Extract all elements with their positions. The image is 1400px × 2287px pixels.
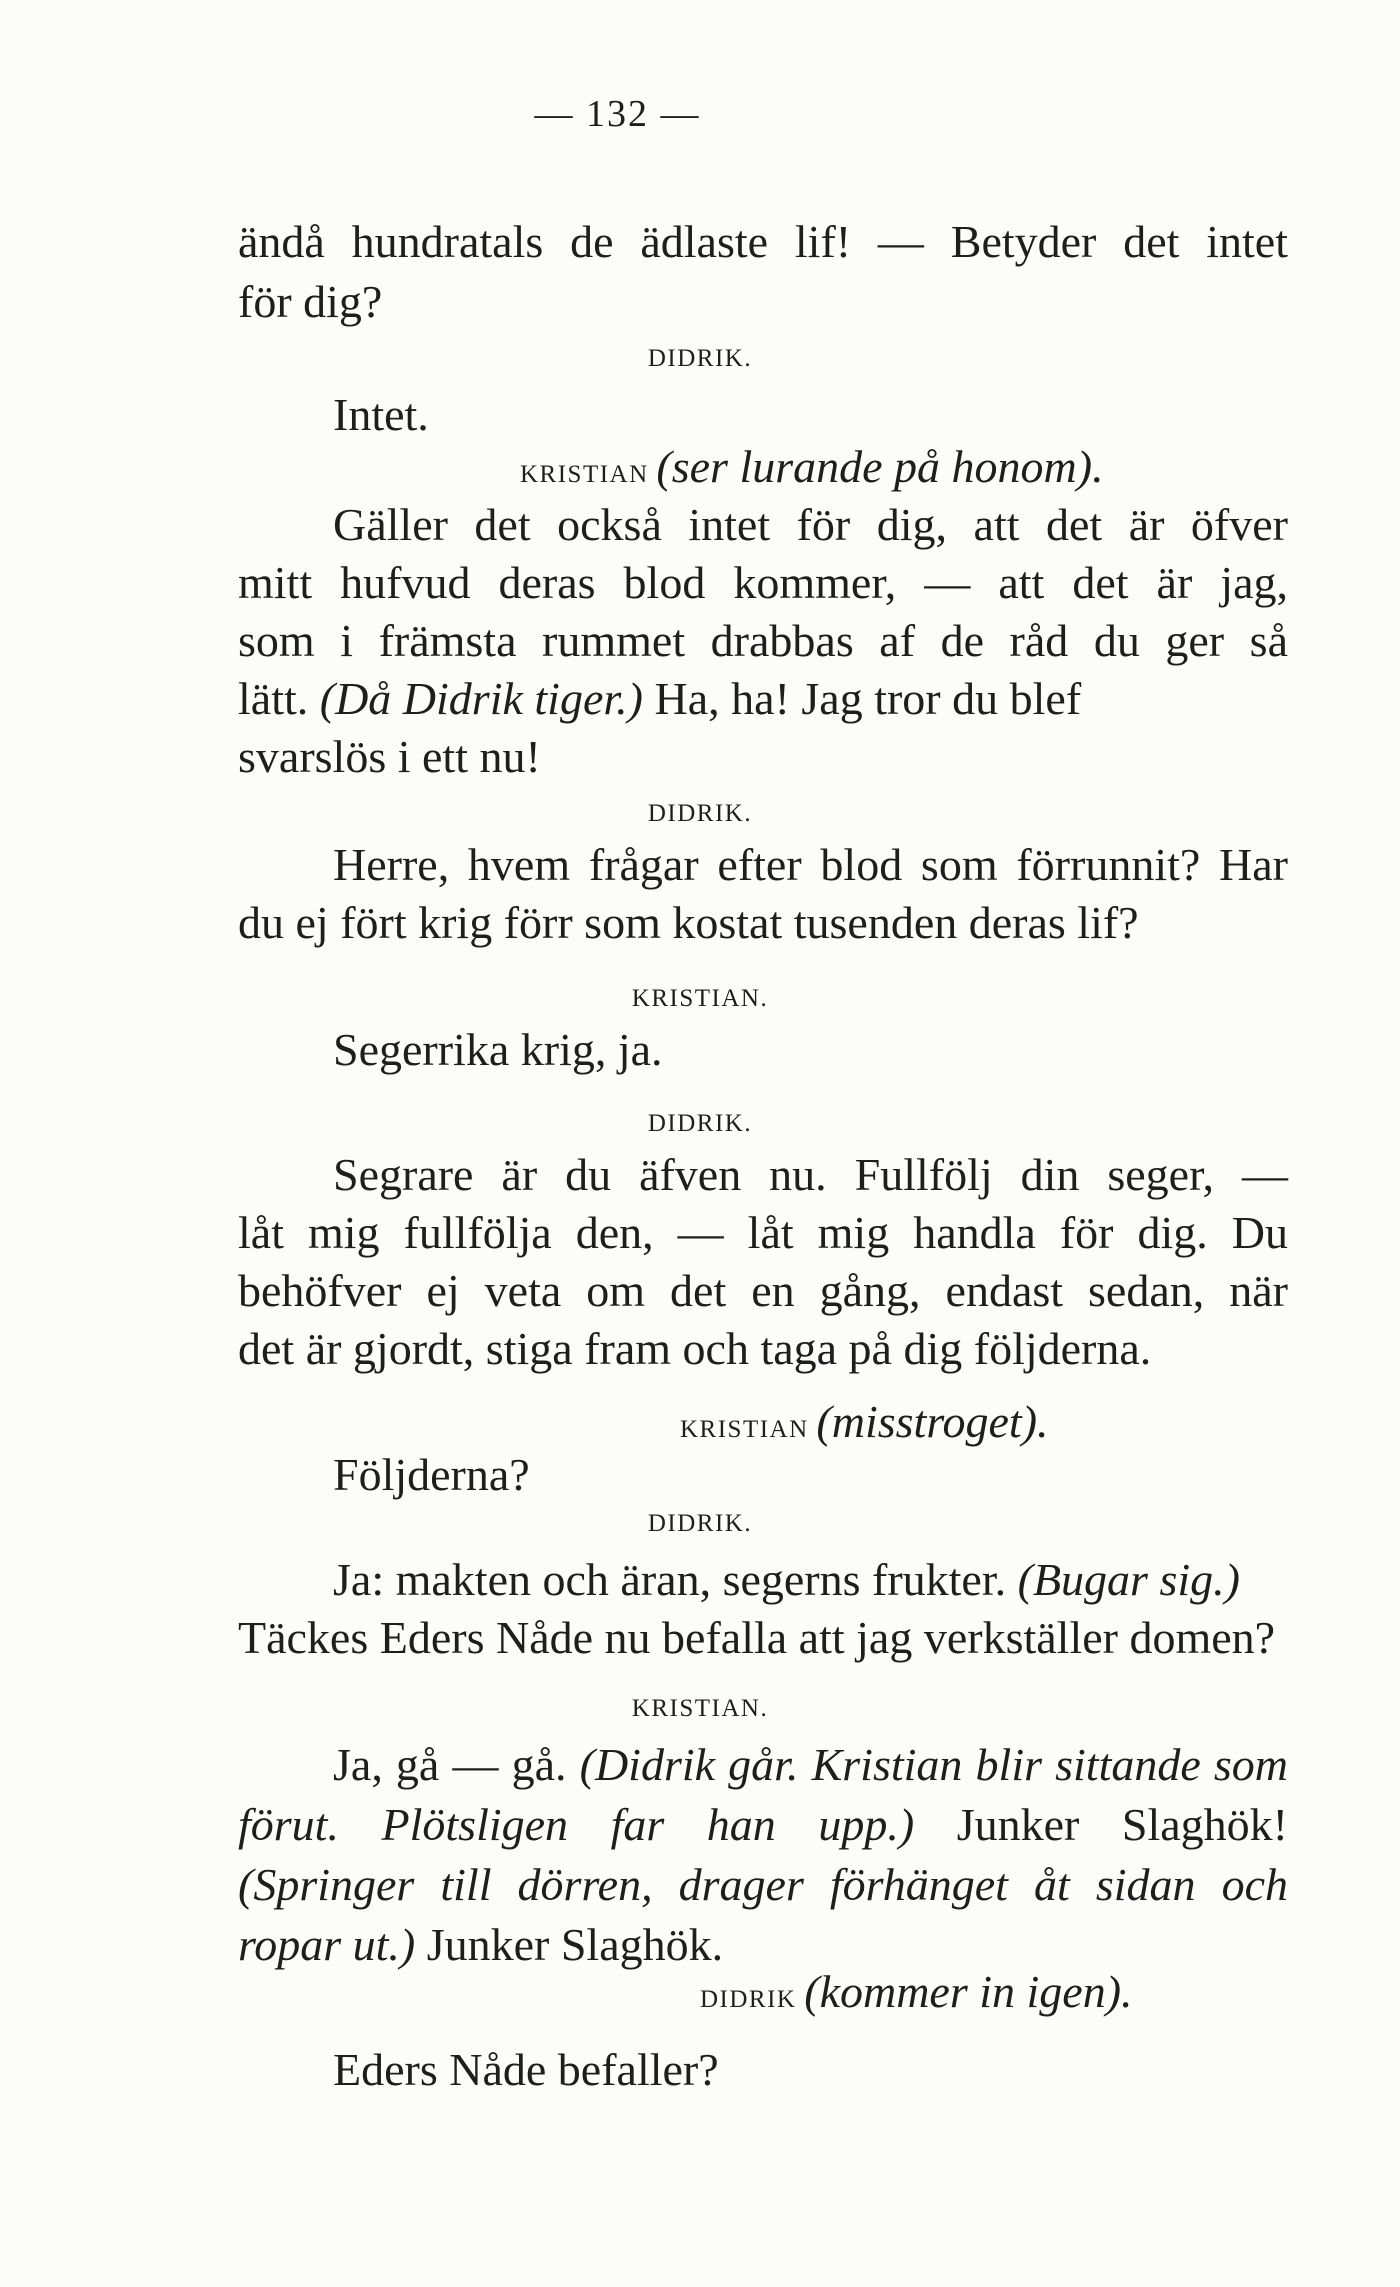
speech: Intet. (333, 389, 429, 440)
stage-direction: (ser lurande på honom). (656, 441, 1104, 492)
stage-direction: (Didrik går. Kristian blir sittande som förut. Plötsligen far han upp.) (238, 1739, 1289, 1850)
speaker-label: DIDRIK. (647, 1510, 753, 1537)
speech: Eders Nåde befaller? (333, 2044, 719, 2095)
stage-direction: (kommer in igen). (804, 1966, 1133, 2017)
page-number: — 132 — (534, 93, 701, 135)
stage-direction: (misstroget). (816, 1396, 1049, 1447)
speaker-name: KRISTIAN (680, 1416, 809, 1443)
text-line: det är gjordt, stiga fram och taga på dig följderna. (238, 1323, 1152, 1374)
stage-direction: (Bugar sig.) (1017, 1554, 1240, 1605)
speaker-name: KRISTIAN (520, 461, 649, 488)
text-line: Täckes Eders Nåde nu befalla att jag verkställer domen? (238, 1612, 1276, 1663)
text-line: Ja: makten och äran, segerns frukter. (Bugar sig.) (333, 1554, 1240, 1605)
stage-direction: (Springer till dörren, drager förhänget åt sidan och ropar ut.) (238, 1859, 1288, 1970)
speaker-label: DIDRIK. (647, 800, 753, 827)
stage-direction: (Då Didrik tiger.) (319, 673, 644, 724)
text-line: Herre, hvem frågar efter blod som förrunnit? Har (333, 839, 1288, 890)
speaker-label (680, 1395, 1049, 1448)
text-line: Gäller det också intet för dig, att det är öfver (333, 499, 1288, 550)
text-line: du ej fört krig förr som kostat tusenden deras lif? (238, 897, 1139, 948)
speech: Segerrika krig, ja. (333, 1024, 663, 1075)
text-line: ändå hundratals de ädlaste lif! — Betyder det intet (238, 216, 1288, 267)
text-line: låt mig fullfölja den, — låt mig handla för dig. Du (238, 1207, 1288, 1258)
text-line: som i främsta rummet drabbas af de råd du ger så (238, 615, 1288, 666)
speaker-name: DIDRIK (700, 1986, 797, 2013)
speaker-label (700, 1965, 1133, 2018)
text-line: Segrare är du äfven nu. Fullfölj din seger, — (333, 1149, 1288, 1200)
text-line: lätt. (Då Didrik tiger.) Ha, ha! Jag tror du blef (238, 673, 1082, 724)
speaker-label: DIDRIK. (647, 345, 753, 372)
text-line: för dig? (238, 276, 383, 327)
text-line: svarslös i ett nu! (238, 731, 541, 782)
text-line: mitt hufvud deras blod kommer, — att det är jag, (238, 557, 1288, 608)
speech: Följderna? (333, 1449, 530, 1500)
speaker-label: DIDRIK. (647, 1110, 753, 1137)
speaker-label: KRISTIAN. (631, 985, 769, 1012)
speaker-label (520, 440, 1104, 493)
speech: Ja, gå — gå. (Didrik går. Kristian blir sittande som förut. Plötsligen far han upp.) Junker Slaghök! (Springer till dörren, drager förhänget åt sidan och ropar ut.) Junker Slaghök. (238, 1739, 1289, 1970)
speech-continuation (238, 212, 1288, 332)
text-line: behöfver ej veta om det en gång, endast sedan, när (238, 1265, 1288, 1316)
speaker-label: KRISTIAN. (631, 1695, 769, 1722)
